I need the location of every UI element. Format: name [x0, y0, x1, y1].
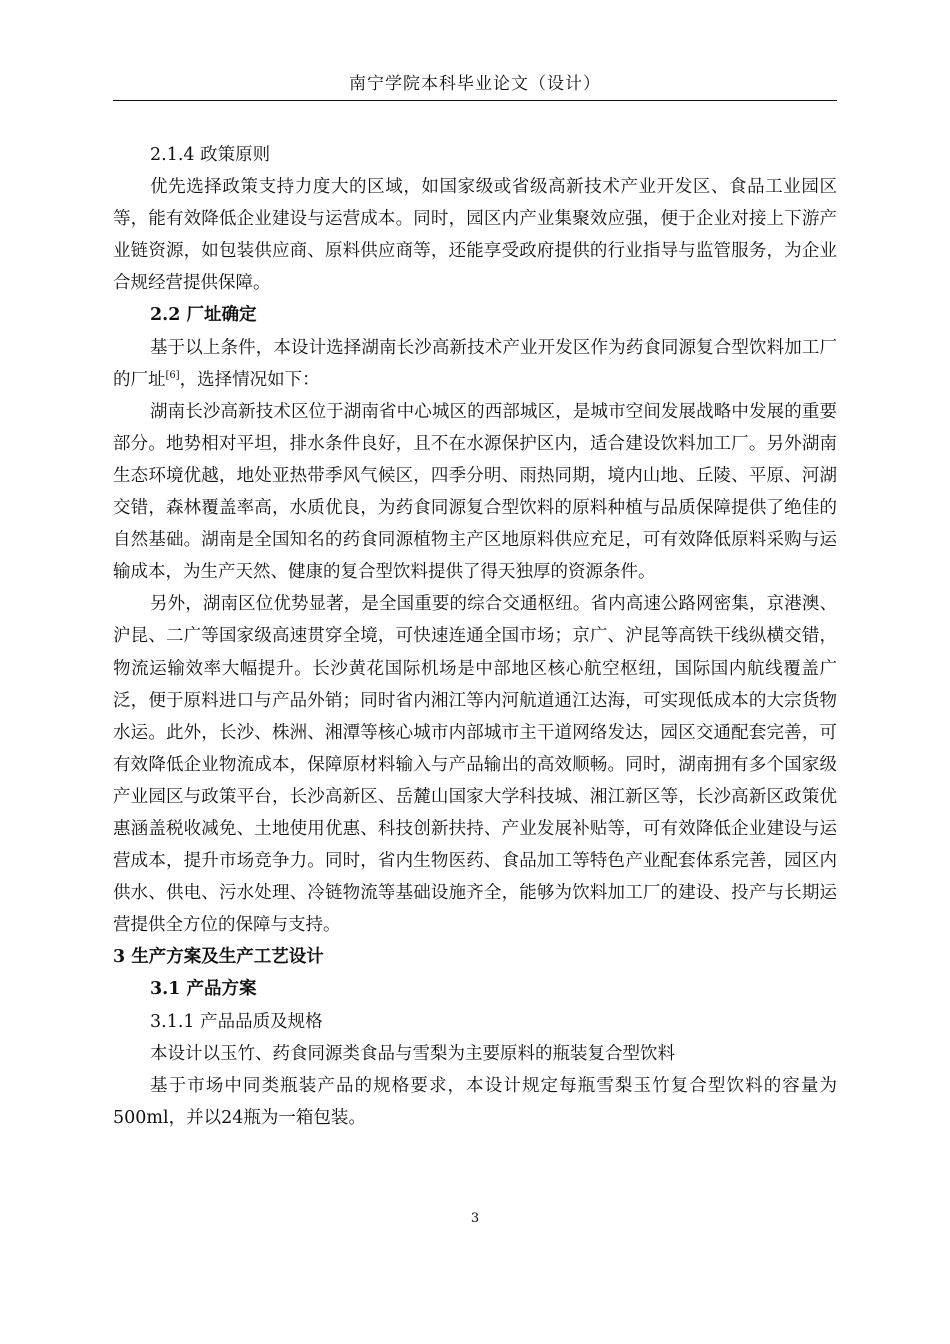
paragraph-site-conditions: 湖南长沙高新技术区位于湖南省中心城区的西部城区，是城市空间发展战略中发展的重要部分。地势相对平坦，排水条件良好，且不在水源保护区内，适合建设饮料加工厂。另外湖南生态环境优越，地处亚热带季风气候区，四季分明、雨热同期，境内山地、丘陵、平原、河湖交错，森林覆盖率高，水质优良，为药食同源复合型饮料的原料种植与品质保障提供了绝佳的自然基础。湖南是全国知名的药食同源植物主产区地原料供应充足，可有效降低原料采购与运输成本，为生产天然、健康的复合型饮料提供了得天独厚的资源条件。 [113, 401, 837, 583]
running-header: 南宁学院本科毕业论文（设计） [349, 74, 601, 94]
paragraph-text: 基于以上条件，本设计选择湖南长沙高新技术产业开发区作为药食同源复合型饮料加工厂的厂址 [113, 337, 837, 390]
chapter-heading-3: 3 生产方案及生产工艺设计 [113, 947, 324, 968]
paragraph-product-specification: 基于市场中同类瓶装产品的规格要求，本设计规定每瓶雪梨玉竹复合型饮料的容量为500ml，并以24瓶为一箱包装。 [113, 1075, 837, 1128]
section-heading-2-1-4: 2.1.4 政策原则 [150, 145, 271, 165]
section-heading-2-2: 2.2 厂址确定 [150, 305, 257, 326]
header-rule [113, 100, 837, 101]
section-heading-3-1-1: 3.1.1 产品品质及规格 [150, 1011, 323, 1032]
page-number: 3 [470, 1211, 480, 1226]
paragraph-location-advantages: 另外，湖南区位优势显著，是全国重要的综合交通枢纽。省内高速公路网密集，京港澳、沪昆、二广等国家级高速贯穿全境，可快速连通全国市场；京广、沪昆等高铁干线纵横交错，物流运输效率大幅提升。长沙黄花国际机场是中部地区核心航空枢纽，国际国内航线覆盖广泛，便于原料进口与产品外销；同时省内湘江等内河航道通江达海，可实现低成本的大宗货物水运。此外，长沙、株洲、湘潭等核心城市内部城市主干道网络发达，园区交通配套完善，可有效降低企业物流成本，保障原材料输入与产品输出的高效顺畅。同时，湖南拥有多个国家级产业园区与政策平台，长沙高新区、岳麓山国家大学科技城、湘江新区等，长沙高新区政策优惠涵盖税收减免、土地使用优惠、科技创新扶持、产业发展补贴等，可有效降低企业建设与运营成本，提升市场竞争力。同时，省内生物医药、食品加工等特色产业配套体系完善，园区内供水、供电、污水处理、冷链物流等基础设施齐全，能够为饮料加工厂的建设、投产与长期运营提供全方位的保障与支持。 [113, 594, 837, 936]
paragraph-policy-principle: 优先选择政策支持力度大的区域，如国家级或省级高新技术产业开发区、食品工业园区等，能有效降低企业建设与运营成本。同时，园区内产业集聚效应强，便于企业对接上下游产业链资源，如包装供应商、原料供应商等，还能享受政府提供的行业指导与监管服务，为企业合规经营提供保障。 [113, 177, 837, 294]
page-body [113, 139, 837, 1134]
paragraph-text: ，选择情况如下： [179, 369, 320, 390]
paragraph-product-raw-materials: 本设计以玉竹、药食同源类食品与雪梨为主要原料的瓶装复合型饮料 [150, 1043, 675, 1064]
citation-reference: [6] [165, 369, 180, 381]
section-heading-3-1: 3.1 产品方案 [150, 979, 257, 1000]
paragraph-site-selection [113, 332, 837, 396]
